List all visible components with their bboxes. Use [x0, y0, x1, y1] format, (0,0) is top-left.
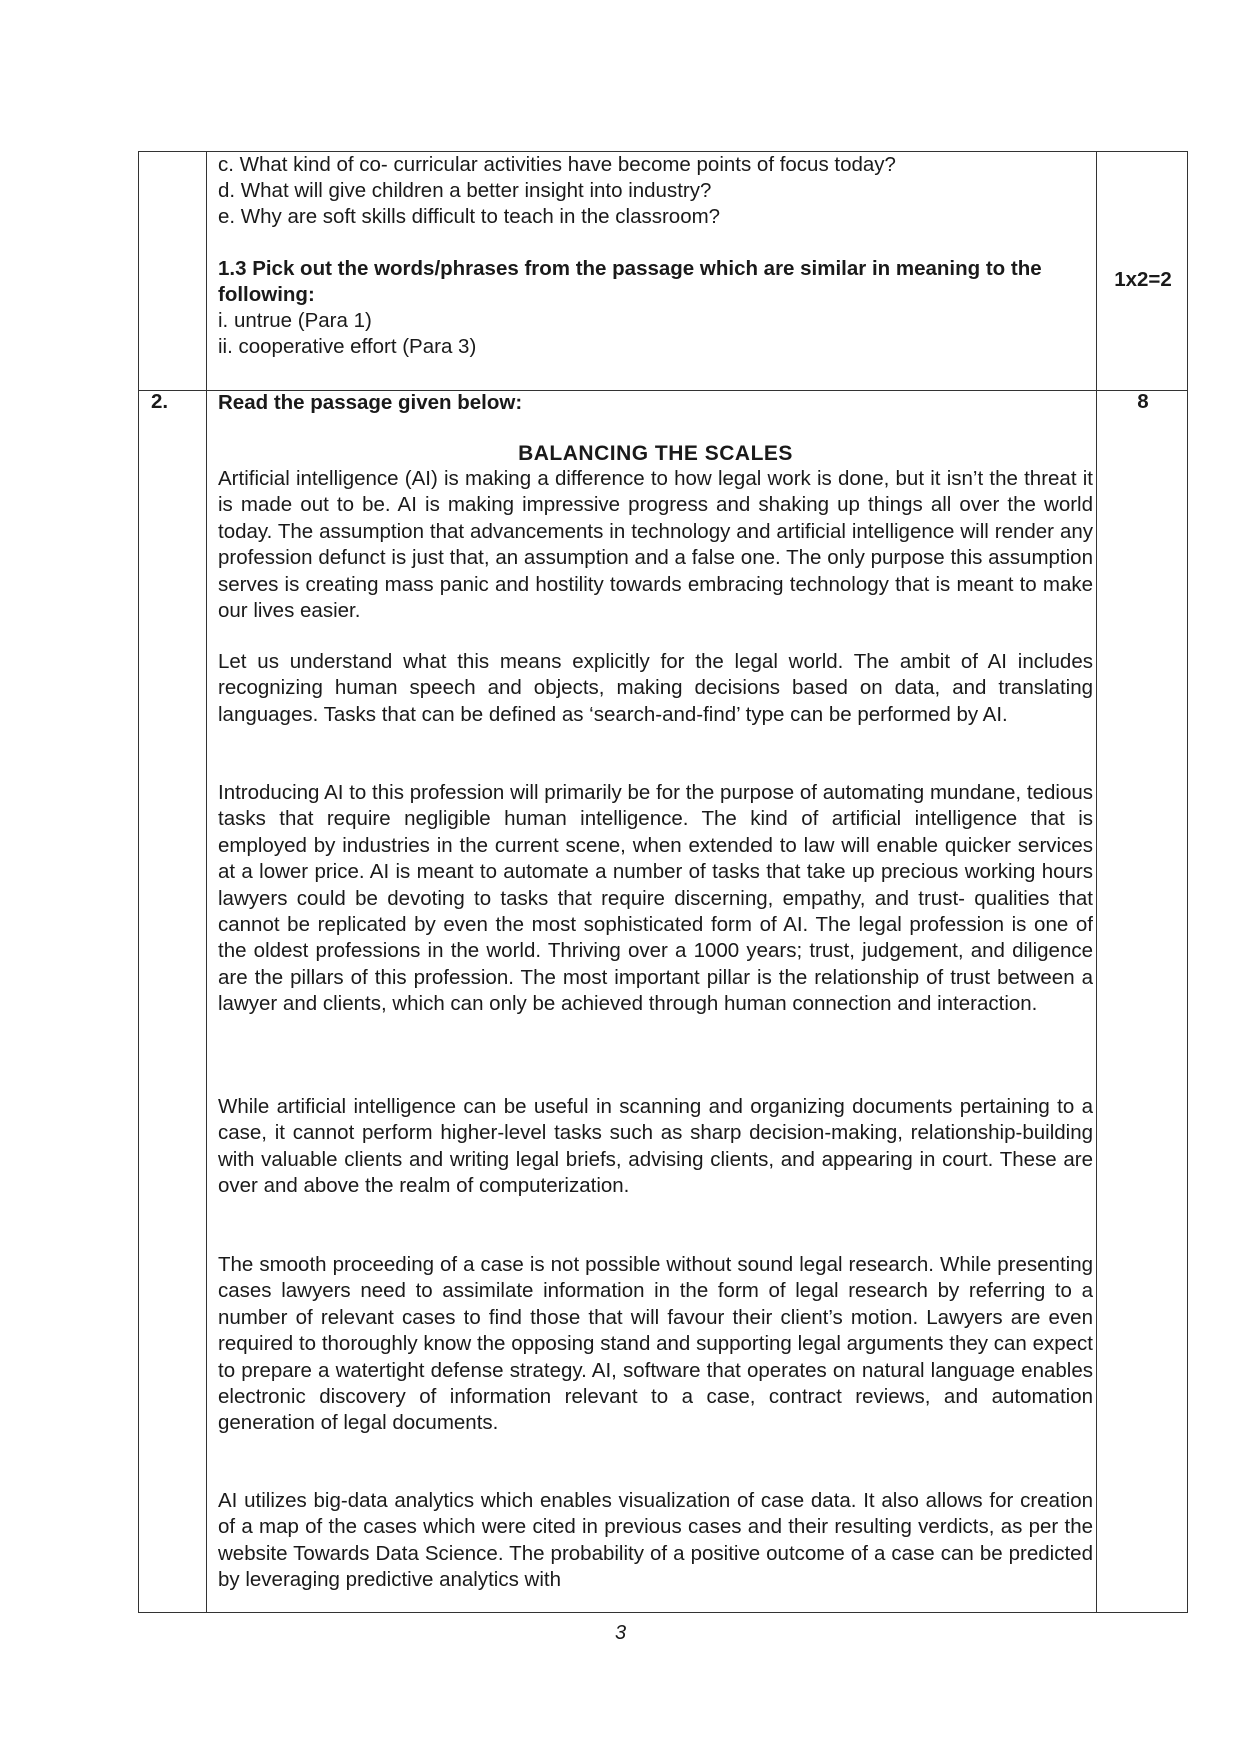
passage-paragraph-1: Artificial intelligence (AI) is making a difference to how legal work is done, but it isn’t the threat it is made out to be. AI is making impressive progress and shaking up things all over the world today. The assumption that advancements in technology and artificial intelligence will render any profession defunct is just that, an assumption and a false one. The only purpose this assumption serves is creating mass panic and hostility towards embracing technology that is meant to make our lives easier.	[218, 467, 1093, 623]
question-2-instruction: Read the passage given below:	[218, 391, 523, 414]
question-table	[138, 151, 1188, 1613]
passage-title: BALANCING THE SCALES	[518, 442, 793, 465]
question-number-2: 2.	[151, 390, 169, 413]
question-1-3-item-ii: ii. cooperative effort (Para 3)	[218, 335, 477, 358]
question-1c: c. What kind of co- curricular activities have become points of focus today?	[218, 153, 896, 176]
marks-2: 8	[1137, 390, 1149, 413]
question-1-3-item-i: i. untrue (Para 1)	[218, 309, 372, 332]
question-1d: d. What will give children a better insight into industry?	[218, 179, 712, 202]
passage-paragraph-4: While artificial intelligence can be useful in scanning and organizing documents pertaining to a case, it cannot perform higher-level tasks such as sharp decision-making, relationship-building with valuable clients and writing legal briefs, advising clients, and appearing in court. These are over and above the realm of computerization.	[218, 1095, 1093, 1198]
question-1e: e. Why are soft skills difficult to teach in the classroom?	[218, 205, 721, 228]
passage-paragraph-6: AI utilizes big-data analytics which enables visualization of case data. It also allows for creation of a map of the cases which were cited in previous cases and their resulting verdicts, as per the website Towards Data Science. The probability of a positive outcome of a case can be predicted by leveraging predictive analytics with	[218, 1489, 1093, 1592]
column-divider-marks	[1096, 152, 1097, 1612]
passage-paragraph-5: The smooth proceeding of a case is not possible without sound legal research. While presenting cases lawyers need to assimilate information in the form of legal research by referring to a number of relevant cases to find those that will favour their client’s motion. Lawyers are even required to thoroughly know the opposing stand and supporting legal arguments they can expect to prepare a watertight defense strategy. AI, software that operates on natural language enables electronic discovery of information relevant to a case, contract reviews, and automation generation of legal documents.	[218, 1253, 1093, 1435]
question-1-3-heading: 1.3 Pick out the words/phrases from the passage which are similar in meaning to the following:	[218, 257, 1042, 307]
page-number: 3	[614, 1622, 627, 1644]
passage-paragraph-3: Introducing AI to this profession will primarily be for the purpose of automating mundane, tedious tasks that require negligible human intelligence. The kind of artificial intelligence that is employed by industries in the current scene, when extended to law will enable quicker services at a lower price. AI is meant to automate a number of tasks that take up precious working hours lawyers could be devoting to tasks that require discerning, empathy, and trust- qualities that cannot be replicated by even the most sophisticated form of AI. The legal profession is one of the oldest professions in the world. Thriving over a 1000 years; trust, judgement, and diligence are the pillars of this profession. The most important pillar is the relationship of trust between a lawyer and clients, which can only be achieved through human connection and interaction.	[218, 781, 1093, 1016]
column-divider-number	[206, 152, 207, 1612]
marks-1-3: 1x2=2	[1114, 268, 1172, 291]
passage-paragraph-2: Let us understand what this means explicitly for the legal world. The ambit of AI includes recognizing human speech and objects, making decisions based on data, and translating languages. Tasks that can be defined as ‘search-and-find’ type can be performed by AI.	[218, 650, 1093, 726]
